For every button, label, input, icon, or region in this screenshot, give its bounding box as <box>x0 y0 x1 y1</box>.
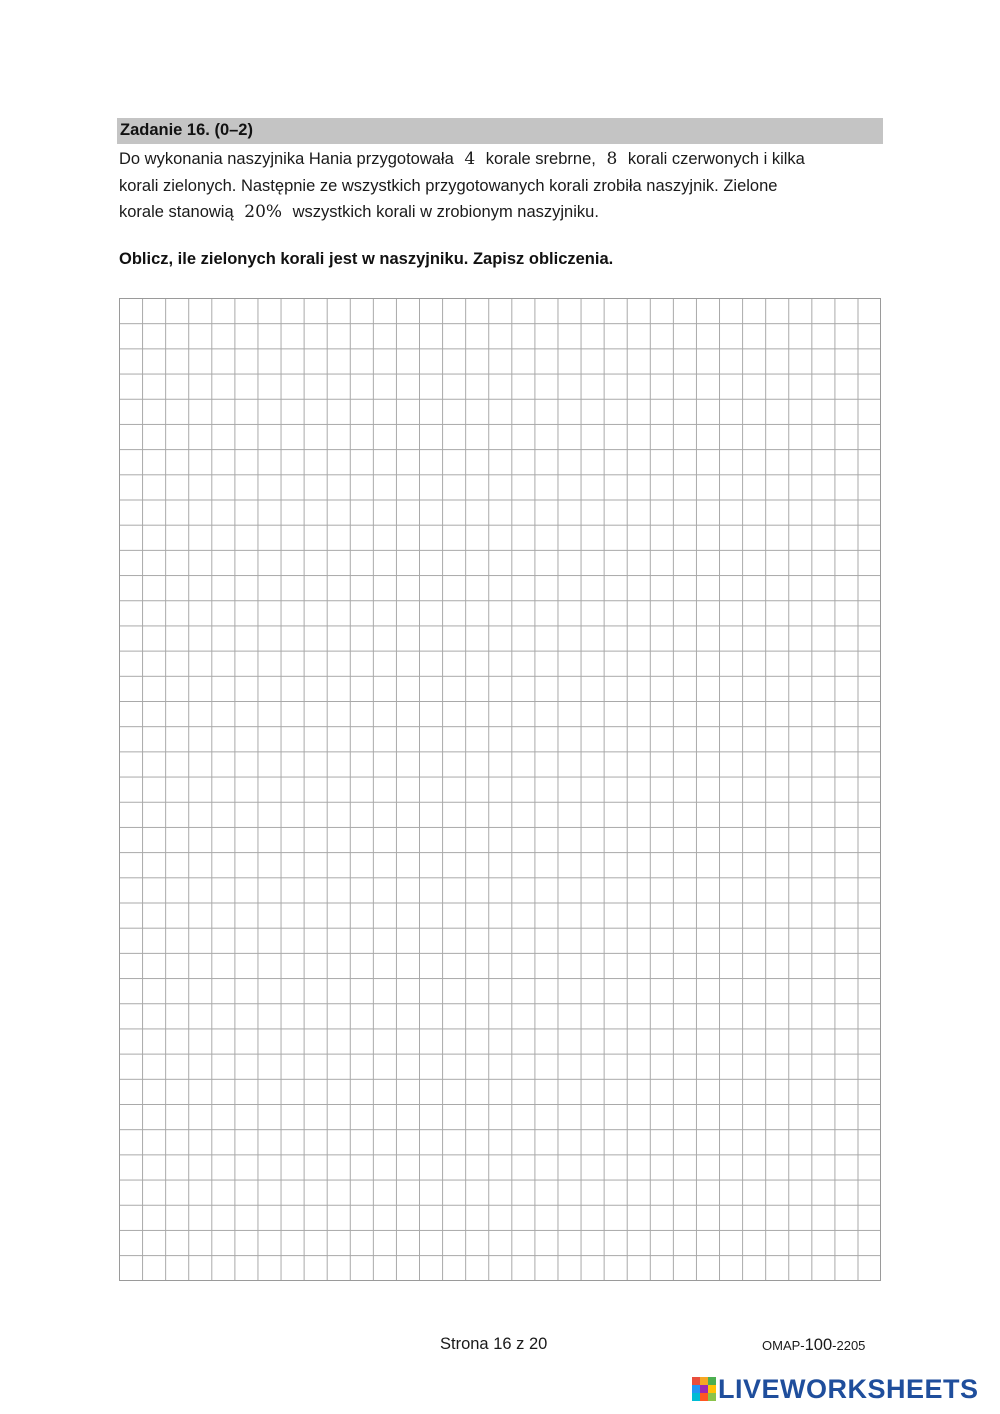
task-line-2: korali zielonych. Następnie ze wszystkich przygotowanych korali zrobiła naszyjnik. Zielone <box>119 176 778 195</box>
number-red: 8 <box>606 149 618 169</box>
page-number: Strona 16 z 20 <box>440 1335 548 1353</box>
logo-tile <box>692 1385 700 1393</box>
brand-text: LIVEWORKSHEETS <box>718 1374 979 1404</box>
number-silver: 4 <box>464 149 476 169</box>
task-text-fragment: Do wykonania naszyjnika Hania przygotowała <box>119 150 454 168</box>
exam-code-suffix: -2205 <box>832 1338 866 1353</box>
logo-tile <box>708 1385 716 1393</box>
liveworksheets-brand <box>692 1374 979 1404</box>
logo-tile <box>700 1393 708 1401</box>
task-text-fragment: wszystkich korali w zrobionym naszyjniku. <box>292 203 599 221</box>
task-header <box>117 118 883 144</box>
logo-tile <box>692 1377 700 1385</box>
exam-code <box>762 1336 865 1355</box>
task-instruction: Oblicz, ile zielonych korali jest w naszyjniku. Zapisz obliczenia. <box>119 250 614 268</box>
task-title: Zadanie 16. (0–2) <box>120 121 253 139</box>
logo-tile <box>700 1385 708 1393</box>
logo-tile <box>708 1377 716 1385</box>
task-text-fragment: korale stanowią <box>119 203 234 221</box>
task-line-3 <box>119 199 889 226</box>
exam-code-number: 100 <box>804 1336 833 1354</box>
task-text-fragment: korale srebrne, <box>485 150 596 168</box>
exam-code-prefix: OMAP- <box>762 1338 805 1353</box>
answer-grid[interactable] <box>119 298 881 1281</box>
logo-tile <box>708 1393 716 1401</box>
task-line-1 <box>119 146 889 173</box>
task-text-fragment: korali czerwonych i kilka <box>627 150 805 168</box>
percent-green: 20% <box>244 202 283 222</box>
logo-tile <box>700 1377 708 1385</box>
liveworksheets-logo-icon <box>692 1377 716 1401</box>
logo-tile <box>692 1393 700 1401</box>
task-statement <box>119 146 889 226</box>
